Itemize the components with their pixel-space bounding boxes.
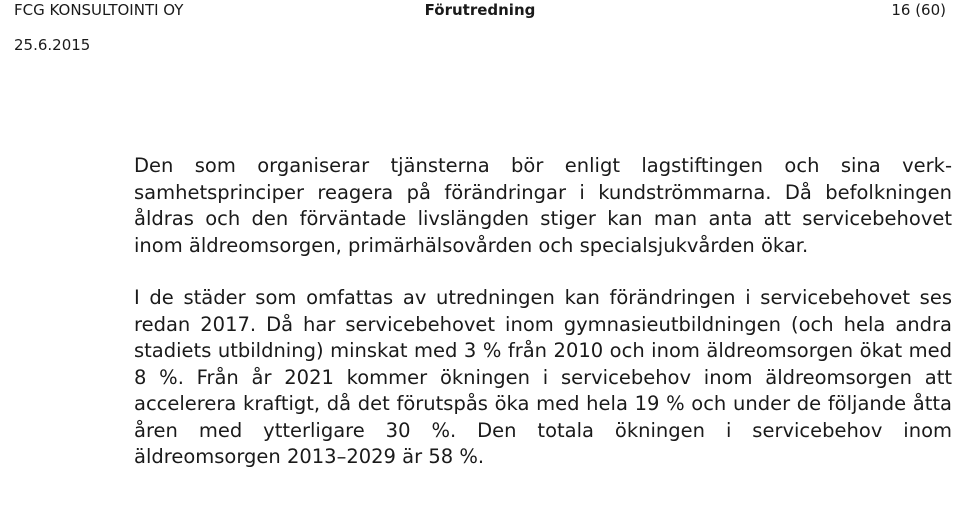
document-title: Förutredning	[424, 1, 536, 19]
document-body	[134, 153, 952, 471]
document-date: 25.6.2015	[14, 36, 91, 54]
paragraph-2: I de städer som omfattas av utredningen kan förändringen i servicebehovet ses redan 2017. Då har servicebehovet inom gymnasieutbildningen (och hela andra stadiets utbildning) minskat med 3 % från 2010 och inom äldreomsorgen ökat med 8 %. Från år 2021 kommer ökningen i servicebehov inom äldreomsorgen att accelerera kraftigt, då det förutspås öka med hela 19 % och under de följande åtta åren med ytterligare 30 %. Den totala ökningen i servicebehov inom äldreomsorgen 2013–2029 är 58 %.	[134, 286, 952, 468]
company-name: FCG KONSULTOINTI OY	[14, 1, 184, 19]
page-header	[0, 0, 960, 60]
page-number: 16 (60)	[891, 1, 946, 19]
paragraph-1: Den som organiserar tjänsterna bör enligt lagstiftingen och sina verksamhetsprinciper reagera på förändringar i kundströmmarna. Då befolkningen åldras och den förväntade livslängden stiger kan man anta att servicebehovet inom äldreomsorgen, primärhälsovården och specialsjukvården ökar.	[134, 154, 952, 257]
